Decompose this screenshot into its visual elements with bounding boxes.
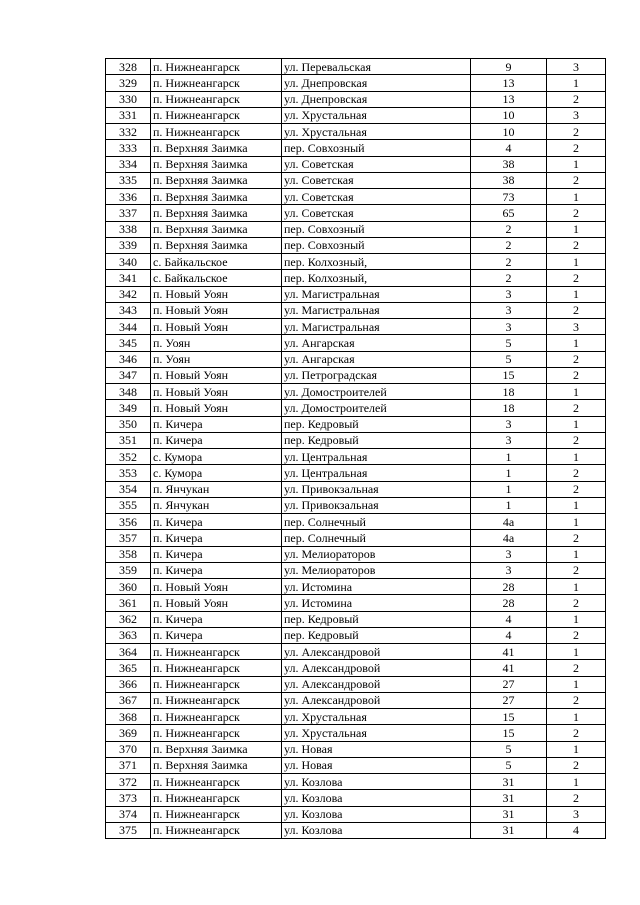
- house-number-cell: 3: [471, 286, 547, 302]
- table-row: [106, 660, 606, 676]
- street-cell: ул. Хрустальная: [282, 725, 471, 741]
- street-cell: ул. Магистральная: [282, 302, 471, 318]
- street-cell: ул. Александровой: [282, 692, 471, 708]
- row-number-cell: 331: [106, 107, 151, 123]
- table-row: [106, 124, 606, 140]
- house-number-cell: 2: [471, 254, 547, 270]
- apartment-number-cell: 1: [547, 384, 606, 400]
- row-number-cell: 339: [106, 237, 151, 253]
- table-row: [106, 790, 606, 806]
- settlement-cell: п. Нижнеангарск: [151, 806, 282, 822]
- table-row: [106, 156, 606, 172]
- table-row: [106, 465, 606, 481]
- row-number-cell: 342: [106, 286, 151, 302]
- house-number-cell: 31: [471, 774, 547, 790]
- apartment-number-cell: 2: [547, 302, 606, 318]
- row-number-cell: 354: [106, 481, 151, 497]
- house-number-cell: 65: [471, 205, 547, 221]
- settlement-cell: п. Верхняя Заимка: [151, 156, 282, 172]
- row-number-cell: 348: [106, 384, 151, 400]
- row-number-cell: 352: [106, 449, 151, 465]
- street-cell: пер. Кедровый: [282, 432, 471, 448]
- table-row: [106, 644, 606, 660]
- row-number-cell: 328: [106, 59, 151, 75]
- street-cell: ул. Советская: [282, 205, 471, 221]
- row-number-cell: 369: [106, 725, 151, 741]
- apartment-number-cell: 2: [547, 595, 606, 611]
- house-number-cell: 15: [471, 367, 547, 383]
- street-cell: пер. Колхозный,: [282, 270, 471, 286]
- row-number-cell: 373: [106, 790, 151, 806]
- street-cell: пер. Солнечный: [282, 514, 471, 530]
- settlement-cell: с. Кумора: [151, 449, 282, 465]
- settlement-cell: п. Уоян: [151, 351, 282, 367]
- house-number-cell: 2: [471, 221, 547, 237]
- apartment-number-cell: 3: [547, 319, 606, 335]
- row-number-cell: 329: [106, 75, 151, 91]
- settlement-cell: п. Кичера: [151, 416, 282, 432]
- house-number-cell: 4: [471, 611, 547, 627]
- settlement-cell: п. Новый Уоян: [151, 286, 282, 302]
- settlement-cell: с. Байкальское: [151, 270, 282, 286]
- apartment-number-cell: 2: [547, 757, 606, 773]
- street-cell: пер. Совхозный: [282, 237, 471, 253]
- table-row: [106, 692, 606, 708]
- apartment-number-cell: 2: [547, 627, 606, 643]
- street-cell: ул. Александровой: [282, 644, 471, 660]
- apartment-number-cell: 1: [547, 676, 606, 692]
- settlement-cell: п. Верхняя Заимка: [151, 172, 282, 188]
- house-number-cell: 73: [471, 189, 547, 205]
- street-cell: ул. Привокзальная: [282, 497, 471, 513]
- house-number-cell: 10: [471, 107, 547, 123]
- row-number-cell: 362: [106, 611, 151, 627]
- table-row: [106, 59, 606, 75]
- table-row: [106, 741, 606, 757]
- house-number-cell: 31: [471, 822, 547, 838]
- table-row: [106, 432, 606, 448]
- house-number-cell: 3: [471, 319, 547, 335]
- apartment-number-cell: 3: [547, 59, 606, 75]
- street-cell: ул. Хрустальная: [282, 107, 471, 123]
- house-number-cell: 4а: [471, 530, 547, 546]
- street-cell: ул. Днепровская: [282, 91, 471, 107]
- street-cell: ул. Домостроителей: [282, 400, 471, 416]
- house-number-cell: 15: [471, 709, 547, 725]
- row-number-cell: 375: [106, 822, 151, 838]
- house-number-cell: 9: [471, 59, 547, 75]
- settlement-cell: п. Новый Уоян: [151, 367, 282, 383]
- settlement-cell: п. Нижнеангарск: [151, 725, 282, 741]
- settlement-cell: п. Нижнеангарск: [151, 692, 282, 708]
- row-number-cell: 336: [106, 189, 151, 205]
- table-row: [106, 270, 606, 286]
- row-number-cell: 353: [106, 465, 151, 481]
- house-number-cell: 3: [471, 562, 547, 578]
- table-row: [106, 481, 606, 497]
- table-row: [106, 774, 606, 790]
- settlement-cell: п. Нижнеангарск: [151, 709, 282, 725]
- house-number-cell: 5: [471, 335, 547, 351]
- settlement-cell: п. Нижнеангарск: [151, 124, 282, 140]
- table-row: [106, 140, 606, 156]
- table-row: [106, 611, 606, 627]
- table-row: [106, 627, 606, 643]
- apartment-number-cell: 2: [547, 140, 606, 156]
- table-row: [106, 237, 606, 253]
- street-cell: ул. Советская: [282, 156, 471, 172]
- house-number-cell: 5: [471, 757, 547, 773]
- apartment-number-cell: 2: [547, 237, 606, 253]
- street-cell: ул. Новая: [282, 757, 471, 773]
- settlement-cell: п. Кичера: [151, 611, 282, 627]
- apartment-number-cell: 1: [547, 741, 606, 757]
- street-cell: ул. Петроградская: [282, 367, 471, 383]
- street-cell: пер. Кедровый: [282, 416, 471, 432]
- house-number-cell: 5: [471, 351, 547, 367]
- apartment-number-cell: 1: [547, 449, 606, 465]
- apartment-number-cell: 2: [547, 481, 606, 497]
- row-number-cell: 366: [106, 676, 151, 692]
- table-row: [106, 302, 606, 318]
- settlement-cell: п. Новый Уоян: [151, 579, 282, 595]
- row-number-cell: 356: [106, 514, 151, 530]
- apartment-number-cell: 2: [547, 205, 606, 221]
- row-number-cell: 363: [106, 627, 151, 643]
- row-number-cell: 340: [106, 254, 151, 270]
- row-number-cell: 365: [106, 660, 151, 676]
- settlement-cell: п. Нижнеангарск: [151, 676, 282, 692]
- apartment-number-cell: 2: [547, 432, 606, 448]
- apartment-number-cell: 2: [547, 367, 606, 383]
- row-number-cell: 335: [106, 172, 151, 188]
- apartment-number-cell: 1: [547, 644, 606, 660]
- street-cell: ул. Привокзальная: [282, 481, 471, 497]
- street-cell: ул. Новая: [282, 741, 471, 757]
- settlement-cell: п. Уоян: [151, 335, 282, 351]
- row-number-cell: 358: [106, 546, 151, 562]
- settlement-cell: п. Верхняя Заимка: [151, 189, 282, 205]
- row-number-cell: 351: [106, 432, 151, 448]
- apartment-number-cell: 2: [547, 725, 606, 741]
- apartment-number-cell: 2: [547, 660, 606, 676]
- apartment-number-cell: 1: [547, 611, 606, 627]
- apartment-number-cell: 1: [547, 774, 606, 790]
- table-row: [106, 319, 606, 335]
- settlement-cell: п. Кичера: [151, 432, 282, 448]
- apartment-number-cell: 1: [547, 514, 606, 530]
- row-number-cell: 334: [106, 156, 151, 172]
- street-cell: ул. Мелиораторов: [282, 546, 471, 562]
- row-number-cell: 359: [106, 562, 151, 578]
- apartment-number-cell: 1: [547, 254, 606, 270]
- settlement-cell: п. Янчукан: [151, 497, 282, 513]
- settlement-cell: п. Новый Уоян: [151, 595, 282, 611]
- house-number-cell: 41: [471, 644, 547, 660]
- street-cell: ул. Козлова: [282, 774, 471, 790]
- row-number-cell: 371: [106, 757, 151, 773]
- settlement-cell: п. Нижнеангарск: [151, 91, 282, 107]
- apartment-number-cell: 2: [547, 91, 606, 107]
- house-number-cell: 1: [471, 449, 547, 465]
- row-number-cell: 361: [106, 595, 151, 611]
- settlement-cell: п. Нижнеангарск: [151, 822, 282, 838]
- house-number-cell: 27: [471, 676, 547, 692]
- house-number-cell: 1: [471, 481, 547, 497]
- house-number-cell: 10: [471, 124, 547, 140]
- table-row: [106, 595, 606, 611]
- table-row: [106, 221, 606, 237]
- house-number-cell: 18: [471, 400, 547, 416]
- table-row: [106, 514, 606, 530]
- settlement-cell: п. Нижнеангарск: [151, 644, 282, 660]
- table-row: [106, 449, 606, 465]
- apartment-number-cell: 1: [547, 221, 606, 237]
- table-row: [106, 806, 606, 822]
- table-row: [106, 416, 606, 432]
- house-number-cell: 18: [471, 384, 547, 400]
- table-row: [106, 172, 606, 188]
- table-row: [106, 546, 606, 562]
- settlement-cell: п. Верхняя Заимка: [151, 140, 282, 156]
- settlement-cell: п. Кичера: [151, 627, 282, 643]
- apartment-number-cell: 2: [547, 400, 606, 416]
- table-row: [106, 676, 606, 692]
- settlement-cell: п. Кичера: [151, 562, 282, 578]
- house-number-cell: 4: [471, 627, 547, 643]
- street-cell: ул. Ангарская: [282, 351, 471, 367]
- house-number-cell: 28: [471, 595, 547, 611]
- settlement-cell: п. Нижнеангарск: [151, 75, 282, 91]
- settlement-cell: п. Нижнеангарск: [151, 774, 282, 790]
- row-number-cell: 333: [106, 140, 151, 156]
- row-number-cell: 370: [106, 741, 151, 757]
- settlement-cell: п. Нижнеангарск: [151, 790, 282, 806]
- street-cell: ул. Хрустальная: [282, 124, 471, 140]
- house-number-cell: 3: [471, 546, 547, 562]
- house-number-cell: 31: [471, 806, 547, 822]
- apartment-number-cell: 2: [547, 465, 606, 481]
- settlement-cell: п. Верхняя Заимка: [151, 221, 282, 237]
- apartment-number-cell: 1: [547, 709, 606, 725]
- street-cell: ул. Магистральная: [282, 286, 471, 302]
- settlement-cell: п. Кичера: [151, 514, 282, 530]
- apartment-number-cell: 2: [547, 790, 606, 806]
- apartment-number-cell: 1: [547, 286, 606, 302]
- street-cell: ул. Советская: [282, 172, 471, 188]
- table-row: [106, 579, 606, 595]
- apartment-number-cell: 1: [547, 416, 606, 432]
- apartment-number-cell: 1: [547, 75, 606, 91]
- row-number-cell: 343: [106, 302, 151, 318]
- house-number-cell: 38: [471, 156, 547, 172]
- street-cell: ул. Хрустальная: [282, 709, 471, 725]
- table-row: [106, 286, 606, 302]
- street-cell: ул. Мелиораторов: [282, 562, 471, 578]
- house-number-cell: 4а: [471, 514, 547, 530]
- row-number-cell: 360: [106, 579, 151, 595]
- street-cell: ул. Магистральная: [282, 319, 471, 335]
- row-number-cell: 368: [106, 709, 151, 725]
- table-row: [106, 254, 606, 270]
- row-number-cell: 341: [106, 270, 151, 286]
- apartment-number-cell: 1: [547, 546, 606, 562]
- row-number-cell: 364: [106, 644, 151, 660]
- settlement-cell: п. Верхняя Заимка: [151, 757, 282, 773]
- street-cell: ул. Истомина: [282, 579, 471, 595]
- row-number-cell: 347: [106, 367, 151, 383]
- row-number-cell: 349: [106, 400, 151, 416]
- settlement-cell: п. Верхняя Заимка: [151, 741, 282, 757]
- street-cell: ул. Козлова: [282, 822, 471, 838]
- row-number-cell: 367: [106, 692, 151, 708]
- street-cell: ул. Днепровская: [282, 75, 471, 91]
- house-number-cell: 38: [471, 172, 547, 188]
- street-cell: ул. Перевальская: [282, 59, 471, 75]
- street-cell: пер. Совхозный: [282, 221, 471, 237]
- house-number-cell: 4: [471, 140, 547, 156]
- apartment-number-cell: 2: [547, 692, 606, 708]
- house-number-cell: 41: [471, 660, 547, 676]
- table-row: [106, 367, 606, 383]
- table-row: [106, 400, 606, 416]
- settlement-cell: п. Новый Уоян: [151, 400, 282, 416]
- street-cell: ул. Козлова: [282, 790, 471, 806]
- apartment-number-cell: 2: [547, 530, 606, 546]
- street-cell: ул. Козлова: [282, 806, 471, 822]
- settlement-cell: п. Верхняя Заимка: [151, 237, 282, 253]
- street-cell: ул. Истомина: [282, 595, 471, 611]
- house-number-cell: 2: [471, 237, 547, 253]
- house-number-cell: 2: [471, 270, 547, 286]
- house-number-cell: 3: [471, 302, 547, 318]
- settlement-cell: п. Новый Уоян: [151, 302, 282, 318]
- settlement-cell: п. Новый Уоян: [151, 319, 282, 335]
- apartment-number-cell: 1: [547, 335, 606, 351]
- row-number-cell: 346: [106, 351, 151, 367]
- house-number-cell: 15: [471, 725, 547, 741]
- row-number-cell: 374: [106, 806, 151, 822]
- housing-register-table: [105, 58, 606, 839]
- table-row: [106, 351, 606, 367]
- street-cell: пер. Кедровый: [282, 611, 471, 627]
- house-number-cell: 1: [471, 465, 547, 481]
- row-number-cell: 344: [106, 319, 151, 335]
- table-row: [106, 530, 606, 546]
- apartment-number-cell: 3: [547, 806, 606, 822]
- table-row: [106, 497, 606, 513]
- house-number-cell: 1: [471, 497, 547, 513]
- settlement-cell: п. Кичера: [151, 546, 282, 562]
- table-row: [106, 562, 606, 578]
- table-body: [106, 59, 606, 839]
- apartment-number-cell: 2: [547, 562, 606, 578]
- house-number-cell: 13: [471, 91, 547, 107]
- house-number-cell: 5: [471, 741, 547, 757]
- table-row: [106, 757, 606, 773]
- settlement-cell: с. Байкальское: [151, 254, 282, 270]
- table-row: [106, 709, 606, 725]
- house-number-cell: 3: [471, 432, 547, 448]
- settlement-cell: п. Нижнеангарск: [151, 59, 282, 75]
- house-number-cell: 3: [471, 416, 547, 432]
- apartment-number-cell: 2: [547, 172, 606, 188]
- row-number-cell: 330: [106, 91, 151, 107]
- street-cell: ул. Центральная: [282, 465, 471, 481]
- settlement-cell: п. Янчукан: [151, 481, 282, 497]
- street-cell: ул. Центральная: [282, 449, 471, 465]
- row-number-cell: 345: [106, 335, 151, 351]
- row-number-cell: 357: [106, 530, 151, 546]
- settlement-cell: п. Новый Уоян: [151, 384, 282, 400]
- row-number-cell: 337: [106, 205, 151, 221]
- apartment-number-cell: 1: [547, 579, 606, 595]
- apartment-number-cell: 1: [547, 156, 606, 172]
- street-cell: пер. Кедровый: [282, 627, 471, 643]
- apartment-number-cell: 3: [547, 107, 606, 123]
- apartment-number-cell: 2: [547, 351, 606, 367]
- table-row: [106, 725, 606, 741]
- street-cell: ул. Домостроителей: [282, 384, 471, 400]
- table-row: [106, 335, 606, 351]
- street-cell: ул. Александровой: [282, 660, 471, 676]
- street-cell: пер. Совхозный: [282, 140, 471, 156]
- house-number-cell: 28: [471, 579, 547, 595]
- settlement-cell: п. Нижнеангарск: [151, 107, 282, 123]
- row-number-cell: 332: [106, 124, 151, 140]
- settlement-cell: с. Кумора: [151, 465, 282, 481]
- table-row: [106, 75, 606, 91]
- apartment-number-cell: 2: [547, 124, 606, 140]
- row-number-cell: 350: [106, 416, 151, 432]
- house-number-cell: 27: [471, 692, 547, 708]
- house-number-cell: 13: [471, 75, 547, 91]
- row-number-cell: 338: [106, 221, 151, 237]
- table-row: [106, 205, 606, 221]
- street-cell: ул. Советская: [282, 189, 471, 205]
- house-number-cell: 31: [471, 790, 547, 806]
- row-number-cell: 355: [106, 497, 151, 513]
- table-row: [106, 189, 606, 205]
- table-row: [106, 384, 606, 400]
- street-cell: ул. Ангарская: [282, 335, 471, 351]
- street-cell: ул. Александровой: [282, 676, 471, 692]
- apartment-number-cell: 1: [547, 189, 606, 205]
- table-row: [106, 822, 606, 838]
- street-cell: пер. Солнечный: [282, 530, 471, 546]
- street-cell: пер. Колхозный,: [282, 254, 471, 270]
- table-row: [106, 107, 606, 123]
- apartment-number-cell: 4: [547, 822, 606, 838]
- apartment-number-cell: 1: [547, 497, 606, 513]
- settlement-cell: п. Нижнеангарск: [151, 660, 282, 676]
- settlement-cell: п. Верхняя Заимка: [151, 205, 282, 221]
- settlement-cell: п. Кичера: [151, 530, 282, 546]
- row-number-cell: 372: [106, 774, 151, 790]
- table-row: [106, 91, 606, 107]
- apartment-number-cell: 2: [547, 270, 606, 286]
